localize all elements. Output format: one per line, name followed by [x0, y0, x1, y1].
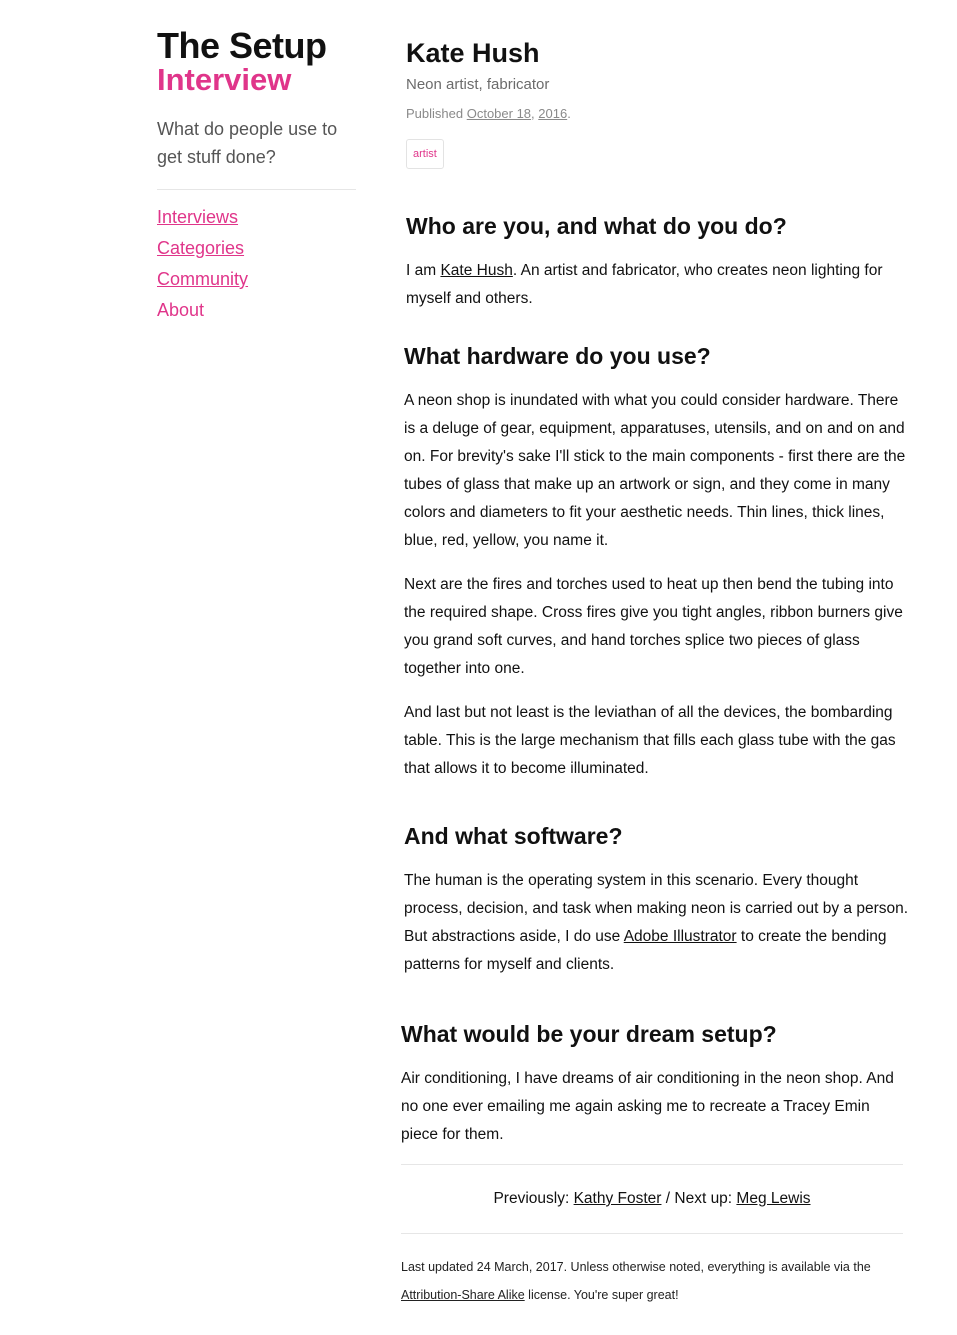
section-heading: And what software? [404, 823, 623, 849]
footer-note [401, 1253, 903, 1309]
nav-about[interactable]: About [157, 300, 205, 320]
published-suffix: . [567, 106, 571, 121]
kate-hush-link[interactable]: Kate Hush [440, 262, 513, 279]
section-hardware [404, 342, 910, 783]
site-title-line2[interactable]: Interview [157, 62, 292, 97]
next-label: / Next up: [661, 1190, 737, 1207]
sidebar [157, 25, 356, 326]
interviewee-name: Kate Hush [406, 38, 540, 68]
adobe-illustrator-link[interactable]: Adobe Illustrator [623, 928, 737, 945]
published-date-link[interactable]: October 18 [466, 106, 532, 121]
article-header [406, 38, 906, 169]
published-sep: , [531, 106, 539, 121]
published-prefix: Published [406, 106, 467, 121]
footer-note-text: Last updated 24 March, 2017. Unless otherwise noted, everything is available via the [401, 1260, 871, 1274]
category-tag[interactable]: artist [406, 139, 444, 169]
section-paragraph [406, 257, 912, 313]
text-span: I am [406, 262, 441, 279]
site-title[interactable] [157, 25, 356, 98]
published-line [406, 106, 906, 122]
license-link[interactable]: Attribution-Share Alike [401, 1288, 525, 1302]
section-paragraph [404, 867, 910, 979]
section-heading: What hardware do you use? [404, 343, 711, 369]
text-span: . An artist and fabricator, who creates neon lighting for myself and others. [406, 262, 883, 307]
footer-divider [401, 1233, 903, 1234]
section-paragraph: A neon shop is inundated with what you could consider hardware. There is a deluge of gear, equipment, apparatuses, utensils, and on and on and on. For brevity's sake I'll stick to the main components - first there are the tubes of glass that make up an artwork or sign, and they come in many colors and diameters to fit your aesthetic needs. Thin lines, thick lines, blue, red, yellow, you name it. [404, 392, 906, 549]
section-paragraph: And last but not least is the leviathan of all the devices, the bombarding table. This is the large mechanism that fills each glass tube with the gas that allows it to become illuminated. [404, 704, 896, 777]
section-software [404, 822, 910, 979]
text-span: to create the bending patterns for myself and clients. [404, 928, 887, 973]
site-tagline: What do people use to get stuff done? [157, 119, 338, 167]
nav-categories[interactable]: Categories [157, 238, 245, 258]
section-heading: Who are you, and what do you do? [406, 213, 787, 239]
site-title-line1[interactable]: The Setup [157, 25, 327, 66]
previous-interview-link[interactable]: Kathy Foster [573, 1190, 662, 1207]
nav-community[interactable]: Community [157, 269, 249, 289]
published-year-link[interactable]: 2016 [538, 106, 568, 121]
next-interview-link[interactable]: Meg Lewis [736, 1190, 811, 1207]
sidebar-divider [157, 189, 356, 190]
section-who [406, 212, 912, 313]
text-span: The human is the operating system in this scenario. Every thought process, decision, and task when making neon is carried out by a person. But abstractions aside, I do use [404, 872, 909, 945]
nav-interviews[interactable]: Interviews [157, 207, 239, 227]
prev-next-nav [401, 1187, 903, 1211]
footer-note-text: license. You're super great! [524, 1288, 679, 1302]
prev-label: Previously: [493, 1190, 574, 1207]
section-paragraph: Next are the fires and torches used to heat up then bend the tubing into the required shape. Cross fires give you tight angles, ribbon burners give you grand soft curves, and hand torches splice two pieces of glass together into one. [404, 576, 903, 677]
section-dream-setup [401, 1020, 907, 1149]
sidebar-nav [157, 202, 356, 326]
section-heading: What would be your dream setup? [401, 1021, 777, 1047]
footer-divider [401, 1164, 903, 1165]
interviewee-role: Neon artist, fabricator [406, 76, 550, 93]
section-paragraph: Air conditioning, I have dreams of air conditioning in the neon shop. And no one ever emailing me again asking me to recreate a Tracey Emin piece for them. [401, 1070, 894, 1143]
